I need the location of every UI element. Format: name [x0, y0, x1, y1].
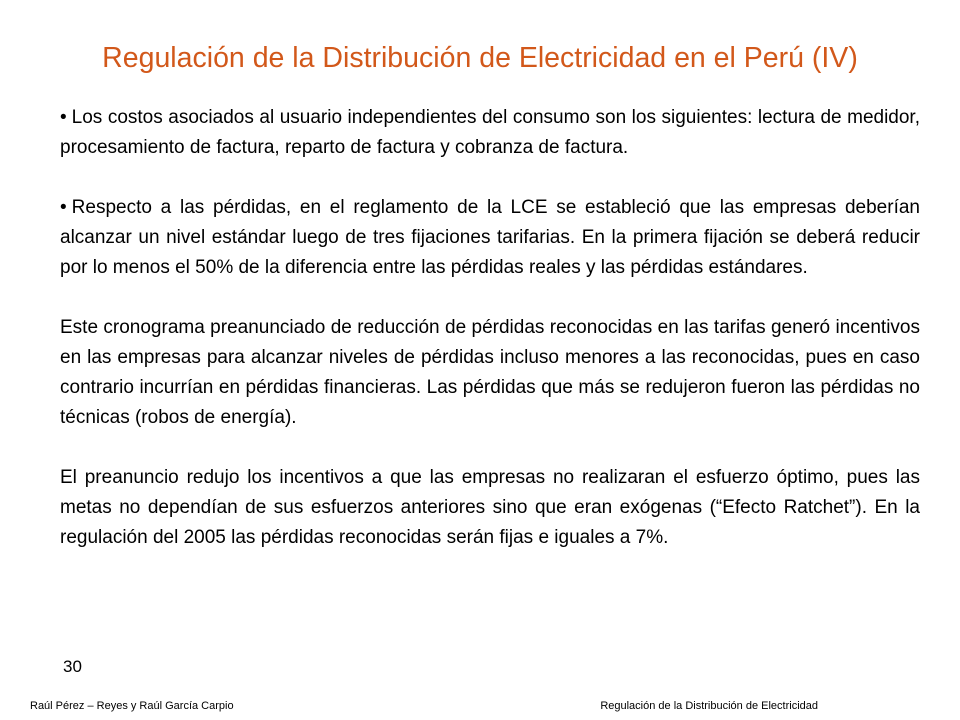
footer-authors: Raúl Pérez – Reyes y Raúl García Carpio — [30, 700, 234, 712]
page-number: 30 — [63, 657, 82, 676]
paragraph-4: El preanuncio redujo los incentivos a que las empresas no realizaran el esfuerzo óptimo, pues las metas no dependían de sus esfuerzos anteriores sino que eran exógenas (“Efecto Ratchet”). En la regulación del 2005 las pérdidas reconocidas serán fijas e iguales a 7%. — [60, 467, 920, 548]
paragraph-spacer — [60, 283, 920, 313]
bullet-paragraph-1 — [60, 103, 920, 163]
bullet-icon: • — [60, 197, 67, 218]
slide-title: Regulación de la Distribución de Electricidad en el Perú (IV) — [102, 42, 858, 74]
paragraph-spacer — [60, 163, 920, 193]
bullet-icon: • — [60, 107, 67, 128]
bullet-paragraph-2-text: Respecto a las pérdidas, en el reglamento de la LCE se estableció que las empresas deberían alcanzar un nivel estándar luego de tres fijaciones tarifarias. En la primera fijación se deberá reducir por lo menos el 50% de la diferencia entre las pérdidas reales y las pérdidas estándares. — [60, 197, 920, 278]
slide-body — [60, 103, 920, 553]
paragraph-spacer — [60, 433, 920, 463]
bullet-paragraph-2 — [60, 193, 920, 283]
paragraph-3: Este cronograma preanunciado de reducción de pérdidas reconocidas en las tarifas generó incentivos en las empresas para alcanzar niveles de pérdidas incluso menores a las reconocidas, pues en caso contrario incurrían en pérdidas financieras. Las pérdidas que más se redujeron fueron las pérdidas no técnicas (robos de energía). — [60, 317, 920, 428]
bullet-paragraph-1-text: Los costos asociados al usuario independientes del consumo son los siguientes: lectura de medidor, procesamiento de factura, reparto de factura y cobranza de factura. — [60, 107, 920, 158]
footer-document-title: Regulación de la Distribución de Electricidad — [600, 700, 818, 712]
